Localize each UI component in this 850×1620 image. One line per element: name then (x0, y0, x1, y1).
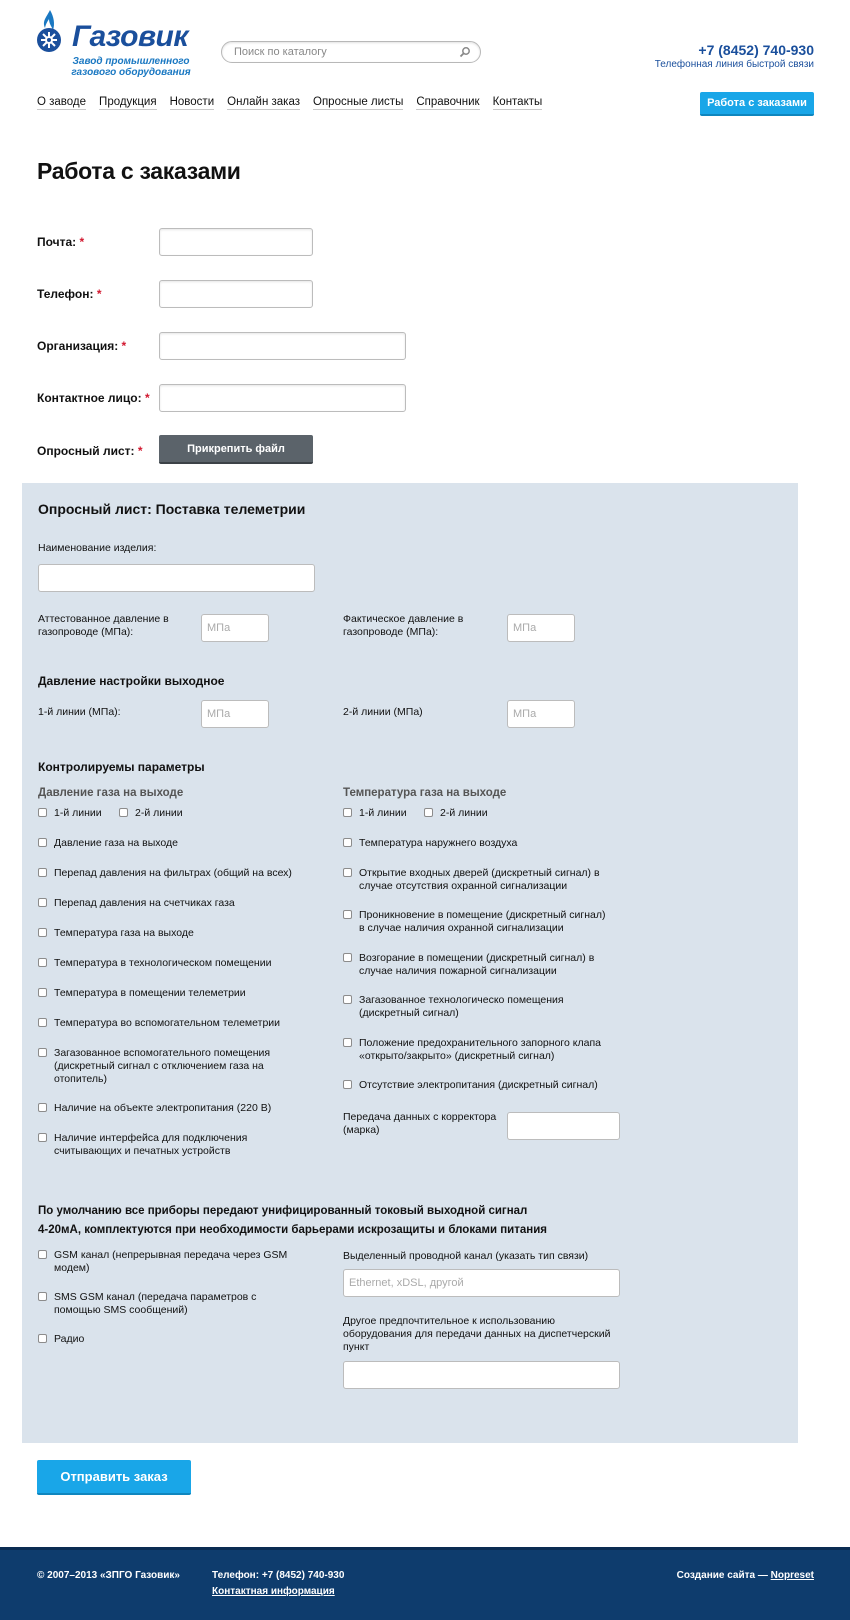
page-title: Работа с заказами (37, 158, 241, 184)
controlled-params-heading: Контролируемы параметры (38, 760, 205, 774)
checkbox-left-item[interactable]: Температура в технологическом помещении (38, 957, 308, 970)
checkbox-box[interactable] (38, 1133, 47, 1142)
default-signal-note (38, 1202, 778, 1240)
checkbox-box[interactable] (343, 1080, 352, 1089)
checkbox-left-item[interactable]: Перепад давления на фильтрах (общий на всех) (38, 867, 308, 880)
checkbox-box[interactable] (343, 838, 352, 847)
checkbox-right-item[interactable]: Загазованное технологическо помещения (дискретный сигнал) (343, 994, 573, 1020)
footer-contacts-link[interactable]: Контактная информация (212, 1586, 335, 1597)
left-subheading: Давление газа на выходе (38, 787, 184, 799)
org-label: Организация: * (37, 339, 127, 353)
checkbox-left-item[interactable]: Температура во вспомогательном телеметрии (38, 1017, 308, 1030)
footer-copyright: © 2007–2013 «ЗПГО Газовик» (37, 1570, 180, 1581)
checkbox-box[interactable] (119, 808, 128, 817)
required-mark: * (79, 235, 85, 249)
corrector-brand-field[interactable] (507, 1112, 620, 1140)
product-name-label: Наименование изделия: (38, 542, 157, 554)
checkbox-left-item[interactable]: Давление газа на выходе (38, 837, 308, 850)
nav-item-about[interactable]: О заводе (37, 96, 87, 108)
checkbox-right-item[interactable]: Открытие входных дверей (дискретный сигнал) в случае отсутствия охранной сигнализации (343, 867, 613, 893)
attach-file-button[interactable]: Прикрепить файл (159, 435, 313, 464)
phone-field[interactable] (159, 280, 313, 308)
nav-item-news[interactable]: Новости (169, 96, 215, 108)
required-mark: * (121, 339, 127, 353)
hotline-phone[interactable]: +7 (8452) 740-930 (698, 42, 814, 58)
required-mark: * (137, 444, 143, 458)
email-field[interactable] (159, 228, 313, 256)
checkbox-box[interactable] (38, 1103, 47, 1112)
corrector-label: Передача данных с корректора (марка) (343, 1111, 497, 1136)
email-label: Почта: * (37, 235, 85, 249)
organization-field[interactable] (159, 332, 406, 360)
survey-title: Опросный лист: Поставка телеметрии (38, 501, 306, 517)
product-name-field[interactable] (38, 564, 315, 592)
nav-item-reference[interactable]: Справочник (416, 96, 480, 108)
actual-pressure-field[interactable] (507, 614, 575, 642)
checkbox-box[interactable] (343, 910, 352, 919)
submit-order-button[interactable]: Отправить заказ (37, 1460, 191, 1495)
checkbox-box[interactable] (343, 953, 352, 962)
line1-pressure-field[interactable] (201, 700, 269, 728)
checkbox-right-line2[interactable]: 2-й линии (424, 807, 488, 820)
search-input[interactable] (234, 44, 454, 60)
gas-flame-logo-icon (36, 8, 70, 54)
other-equipment-label: Другое предпочтительное к использованию оборудования для передачи данных на диспетчерский пункт (343, 1315, 611, 1353)
certified-pressure-field[interactable] (201, 614, 269, 642)
checkbox-left-item[interactable]: Перепад давления на счетчиках газа (38, 897, 308, 910)
survey-file-label: Опросный лист: * (37, 444, 143, 458)
header (0, 0, 850, 130)
hotline-caption: Телефонная линия быстрой связи (654, 59, 814, 70)
checkbox-left-item[interactable]: Наличие на объекте электропитания (220 В) (38, 1102, 308, 1115)
required-mark: * (96, 287, 102, 301)
default-note-line-2: 4-20мА, комплектуются при необходимости барьерами искрозащиты и блоками питания (38, 1224, 548, 1236)
certified-pressure-label: Аттестованное давление в газопроводе (МПа): (38, 613, 169, 638)
checkbox-box[interactable] (343, 1038, 352, 1047)
checkbox-right-item[interactable]: Положение предохранительного запорного клапа «открыто/закрыто» (дискретный сигнал) (343, 1037, 613, 1063)
logo-subtitle: Завод промышленного газового оборудования (71, 56, 191, 78)
search-icon[interactable] (459, 46, 471, 58)
line2-pressure-field[interactable] (507, 700, 575, 728)
required-mark: * (144, 391, 150, 405)
wired-channel-label: Выделенный проводной канал (указать тип связи) (343, 1250, 589, 1262)
checkbox-sms-channel[interactable]: SMS GSM канал (передача параметров с помощью SMS сообщений) (38, 1291, 293, 1317)
footer-credit-link[interactable]: Nopreset (770, 1570, 814, 1581)
right-subheading: Температура газа на выходе (343, 787, 507, 799)
checkbox-radio-channel[interactable]: Радио (38, 1333, 293, 1346)
search-box (221, 41, 481, 63)
nav-item-contacts[interactable]: Контакты (492, 96, 543, 108)
checkbox-box[interactable] (424, 808, 433, 817)
checkbox-box[interactable] (38, 988, 47, 997)
checkbox-box[interactable] (343, 995, 352, 1004)
checkbox-box[interactable] (38, 838, 47, 847)
checkbox-box[interactable] (38, 1292, 47, 1301)
footer-credit: Создание сайта — Nopreset (676, 1570, 814, 1581)
checkbox-left-line1[interactable]: 1-й линии (38, 807, 102, 820)
checkbox-box[interactable] (38, 868, 47, 877)
checkbox-box[interactable] (38, 1018, 47, 1027)
checkbox-left-item[interactable]: Наличие интерфейса для подключения считывающих и печатных устройств (38, 1132, 308, 1158)
checkbox-box[interactable] (38, 1250, 47, 1259)
checkbox-box[interactable] (38, 1334, 47, 1343)
checkbox-left-item[interactable]: Температура газа на выходе (38, 927, 308, 940)
nav-item-questionnaires[interactable]: Опросные листы (313, 96, 404, 108)
checkbox-box[interactable] (343, 808, 352, 817)
checkbox-box[interactable] (38, 958, 47, 967)
phone-label: Телефон: * (37, 287, 102, 301)
logo[interactable] (36, 8, 196, 76)
default-note-line-1: По умолчанию все приборы передают унифицированный токовый выходной сигнал (38, 1205, 528, 1217)
checkbox-right-item[interactable]: Возгорание в помещении (дискретный сигнал) в случае наличия пожарной сигнализации (343, 952, 613, 978)
footer-phone: Телефон: +7 (8452) 740-930 (212, 1570, 345, 1581)
contact-person-field[interactable] (159, 384, 406, 412)
checkbox-right-item[interactable]: Температура наружнего воздуха (343, 837, 613, 850)
hotline (655, 42, 814, 70)
checkbox-box[interactable] (343, 868, 352, 877)
other-equipment-field[interactable] (343, 1361, 620, 1389)
wired-channel-field[interactable] (343, 1269, 620, 1297)
footer (0, 1547, 850, 1620)
checkbox-box[interactable] (38, 1048, 47, 1057)
checkbox-gsm-channel[interactable]: GSM канал (непрерывная передача через GSM модем) (38, 1249, 293, 1275)
logo-title: Газовик (72, 20, 189, 53)
checkbox-left-line2[interactable]: 2-й линии (119, 807, 183, 820)
survey-panel (22, 483, 798, 1443)
checkbox-left-item[interactable]: Загазованное вспомогательного помещения (дискретный сигнал с отключением газа на отопитель) (38, 1047, 308, 1086)
actual-pressure-label: Фактическое давление в газопроводе (МПа): (343, 613, 464, 638)
checkbox-left-item[interactable]: Температура в помещении телеметрии (38, 987, 308, 1000)
checkbox-right-item[interactable]: Проникновение в помещение (дискретный сигнал) в случае наличия охранной сигнализации (343, 909, 613, 935)
orders-button[interactable]: Работа с заказами (700, 92, 814, 116)
contact-label: Контактное лицо: * (37, 391, 150, 405)
main-nav (37, 96, 555, 110)
checkbox-box[interactable] (38, 928, 47, 937)
line1-pressure-label: 1-й линии (МПа): (38, 706, 121, 718)
checkbox-box[interactable] (38, 808, 47, 817)
line2-pressure-label: 2-й линии (МПа) (343, 706, 423, 718)
output-pressure-heading: Давление настройки выходное (38, 674, 225, 688)
checkbox-right-line1[interactable]: 1-й линии (343, 807, 407, 820)
nav-item-products[interactable]: Продукция (99, 96, 157, 108)
checkbox-right-item[interactable]: Отсутствие электропитания (дискретный сигнал) (343, 1079, 613, 1092)
nav-item-online-order[interactable]: Онлайн заказ (227, 96, 300, 108)
checkbox-box[interactable] (38, 898, 47, 907)
